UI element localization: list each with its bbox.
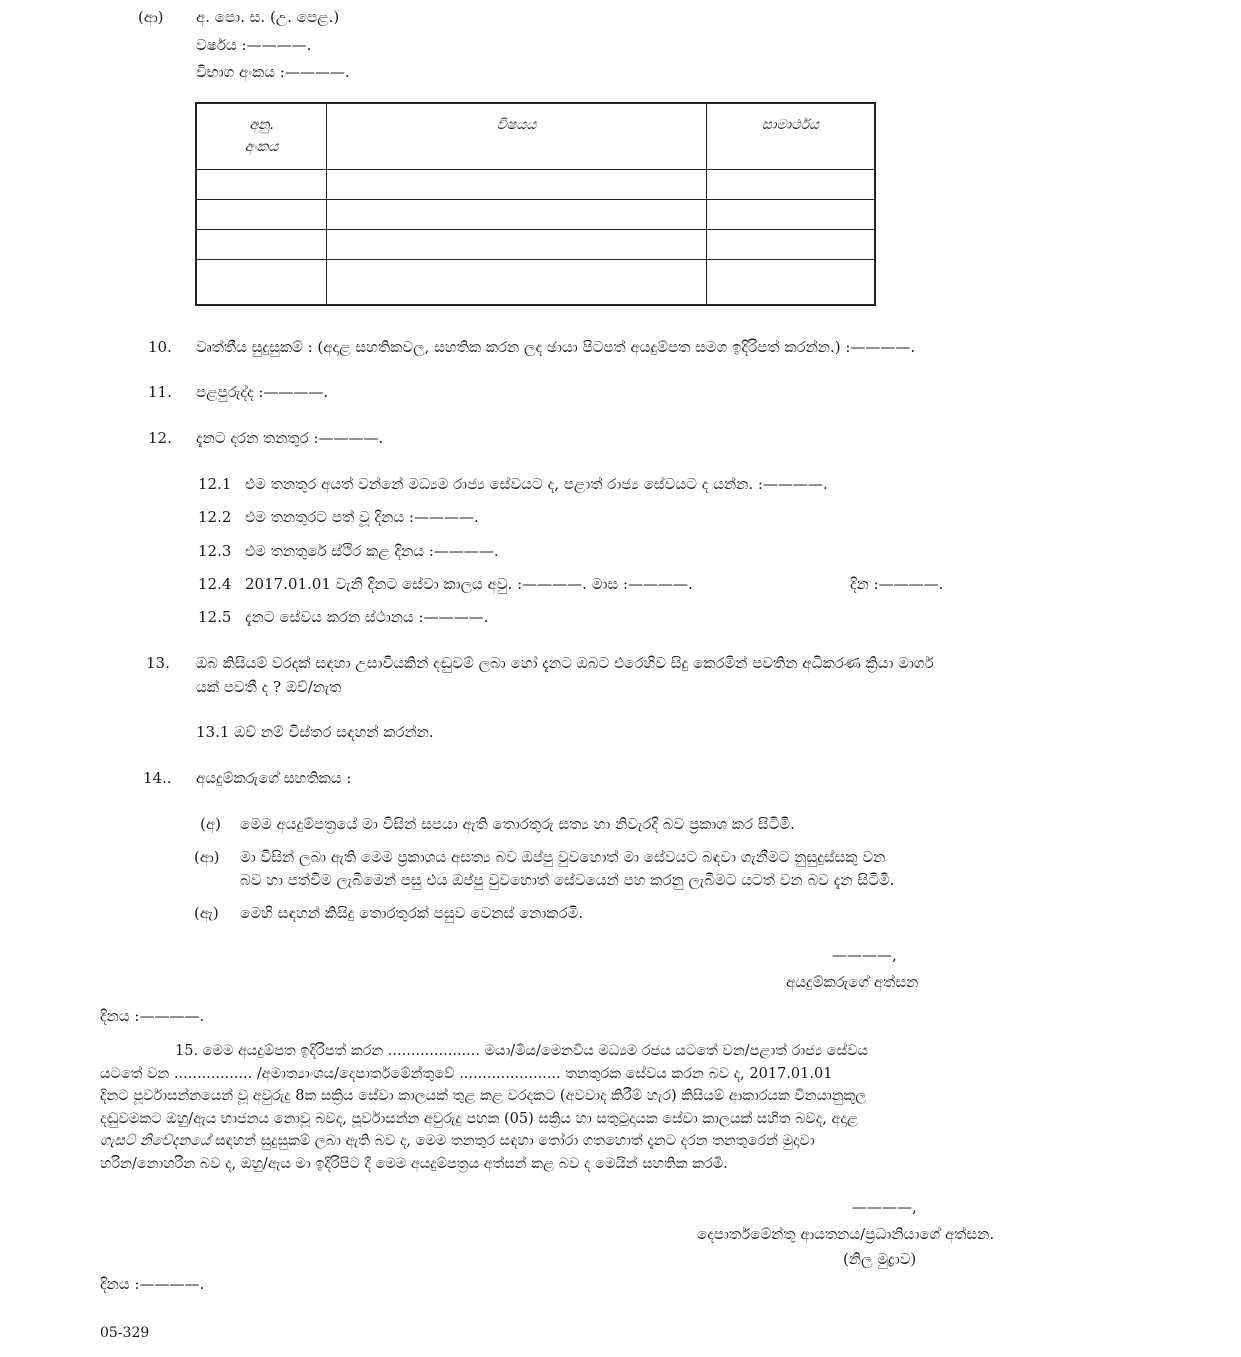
header-subject xyxy=(327,103,707,170)
table-cell[interactable] xyxy=(196,170,327,200)
date-field-head: දිනය :————. xyxy=(100,1275,205,1293)
header-serial-line2: අංකය xyxy=(244,139,279,155)
table-cell[interactable] xyxy=(706,170,875,200)
section-title: අ. පො. ස. (උ. පෙළ.) xyxy=(196,8,340,26)
page-footer-code: 05-329 xyxy=(100,1325,150,1341)
item-11-text: පළපුරුද්ද :————. xyxy=(196,383,329,401)
header-serial-number xyxy=(196,103,327,170)
item-14-text: අයදුම්කරුගේ සහතිකය : xyxy=(196,769,352,787)
table-header-row xyxy=(196,103,875,170)
item-12-3-text: එම තනතුරේ ස්ථිර කළ දිනය :————. xyxy=(245,542,499,560)
year-field: වර්ෂය :————. xyxy=(196,36,312,54)
header-subject-label: විෂයය xyxy=(496,117,537,133)
date-field-applicant: දිනය :————. xyxy=(100,1007,205,1025)
applicant-signature-line: ————, xyxy=(832,946,897,964)
item-12-text: දැනට දරන තනතුර :————. xyxy=(196,429,384,447)
item-12-4-number: 12.4 xyxy=(198,575,232,593)
item-12-5-number: 12.5 xyxy=(198,608,232,626)
item-13-1-text: 13.1 ඔව් නම් විස්තර සඳහන් කරන්න. xyxy=(196,723,434,741)
item-14-c-text: මෙහි සඳහන් කිසිදු තොරතුරක් පසුව වෙනස් නොකරමි. xyxy=(240,904,584,922)
head-signature-line: ————, xyxy=(852,1198,917,1216)
item-10-text: වෘත්තීය සුදුසුකම් : (අදාළ සහතිකවල, සහතික කරන ලද ඡායා පිටපත් අයදුම්පත සමග ඉදිරිපත් කරන්න.) :————. xyxy=(196,338,916,356)
head-signature-label: දෙපාර්තමේන්තු ආයතනය/ප්‍රධානියාගේ අත්සන. xyxy=(697,1225,995,1243)
item-10-number: 10. xyxy=(148,338,172,356)
table-cell[interactable] xyxy=(196,230,327,260)
certificate-line xyxy=(100,1040,1124,1063)
header-result-label: සාමාර්ථය xyxy=(761,117,820,133)
table-cell[interactable] xyxy=(706,200,875,230)
item-12-4-text: 2017.01.01 වැනි දිනට සේවා කාලය අවු. :————. මාස :————. xyxy=(245,575,693,593)
item-13-line2: යක් පවතී ද ? ඔව්/නැත xyxy=(196,678,342,696)
item-12-1-text: එම තනතුර අයත් වන්නේ මධ්‍යම රාජ්‍ය සේවයට ද, පළාත් රාජ්‍ය සේවයට ද යන්න. :————. xyxy=(245,475,828,493)
table-cell[interactable] xyxy=(327,170,707,200)
table-cell[interactable] xyxy=(327,230,707,260)
table-cell[interactable] xyxy=(706,260,875,305)
item-12-5-text: දැනට සේවය කරන ස්ථානය :————. xyxy=(245,608,489,626)
results-table xyxy=(195,102,876,306)
item-14-a-text: මෙම අයදුම්පත්‍රයේ මා විසින් සපයා ඇති තොරතුරු සත්‍ය හා නිවැරදි බව ප්‍රකාශ කර සිටිමි. xyxy=(240,815,795,833)
table-cell[interactable] xyxy=(327,200,707,230)
item-12-2-text: එම තනතුරට පත් වූ දිනය :————. xyxy=(245,508,479,526)
item-14-b-line2: බව හා පත්වීම ලැබීමෙන් පසු එය ඔප්පු වුවහොත් සේවයෙන් පහ කරනු ලැබීමට යටත් වන බව දැන සිටිමි. xyxy=(240,871,895,889)
certificate-line: දඬුවමකට ඔහු/ඇය භාජනය නොවූ බවද, පූර්වාසන්න අවුරුදු පහක (05) සක්‍රිය හා සතුටුදායක සේවා කාලයක් සහිත බවද, අදාළ xyxy=(100,1110,858,1127)
gazette-notice-text: ගැසට් නිවේදනයේ xyxy=(100,1133,211,1149)
certificate-line-text: සඳහන් සුදුසුකම් ලබා ඇති බව ද, මෙම තනතුර සඳහා තෝරා ගතහොත් දැනට දරන තනතුරෙන් මුදාවා xyxy=(210,1133,815,1149)
table-cell[interactable] xyxy=(327,260,707,305)
table-row xyxy=(196,200,875,230)
item-12-2-number: 12.2 xyxy=(198,508,232,526)
certificate-line: දිනට පූර්වාසන්නයෙන් වූ අවුරුදු 8ක සක්‍රිය සේවා කාලයක් තුළ කළ වරදකට (අවවාද කිරීම් හැර) කිසියම් ආකාරයක විනයානුකූල xyxy=(100,1088,867,1104)
table-row xyxy=(196,230,875,260)
certificate-line-text: 15. මෙම අයදුම්පත ඉදිරිපත් කරන .................... මයා/මිය/මෙනවිය මධ්‍යම රජය යටතේ වන/පළාත් රාජ්‍ය සේවය xyxy=(175,1043,868,1059)
item-14-c-marker: (ඇ) xyxy=(194,904,219,922)
header-serial-line1: අනු. xyxy=(249,117,274,133)
applicant-signature-label: අයදුම්කරුගේ අත්සන xyxy=(786,973,919,991)
item-11-number: 11. xyxy=(148,383,172,401)
certificate-line xyxy=(100,1130,1124,1153)
item-13-number: 13. xyxy=(146,654,170,672)
item-14-b-marker: (ආ) xyxy=(194,848,220,866)
table-cell[interactable] xyxy=(196,260,327,305)
item-12-4-days: දින :————. xyxy=(850,575,944,593)
official-seal-label: (නිල මුද්‍රාව) xyxy=(843,1250,917,1268)
section-marker: (ආ) xyxy=(138,8,164,26)
item-14-b-line1: මා විසින් ලබා ඇති මෙම ප්‍රකාශය අසත්‍ය බව ඔප්පු වුවහොත් මා සේවයට බඳවා ගැනීමට නුසුදුස්සකු වන xyxy=(240,848,886,866)
item-12-number: 12. xyxy=(148,429,172,447)
table-cell[interactable] xyxy=(196,200,327,230)
item-12-1-number: 12.1 xyxy=(198,475,232,493)
certificate-line: යටතේ වන ................. /අමාත්‍යාංශය/දෙපාර්තමේන්තුවේ ...................... තනතුරක සේවය කරන බව ද, 2017.01.01 xyxy=(100,1065,833,1082)
table-row xyxy=(196,170,875,200)
table-cell[interactable] xyxy=(706,230,875,260)
head-of-department-certificate xyxy=(100,1040,1124,1175)
header-result xyxy=(706,103,875,170)
item-13-line1: ඔබ කිසියම් වරදක් සඳහා උසාවියකින් දඬුවම් ලබා හෝ දැනට ඔබට එරෙහිව සිදු කෙරමින් පවතින අධිකරණ ක්‍රියා මාර්ග xyxy=(196,654,934,672)
item-14-number: 14.. xyxy=(143,769,172,787)
index-number-field: විභාග අංකය :————. xyxy=(196,63,350,81)
item-14-a-marker: (අ) xyxy=(200,815,221,833)
table-row xyxy=(196,260,875,305)
item-12-3-number: 12.3 xyxy=(198,542,232,560)
certificate-line: හරින/නොහරින බව ද, ඔහු/ඇය මා ඉදිරිපිට දී මෙම අයදුම්පත්‍රය අත්සන් කළ බව ද මෙයින් සහතික කරමි. xyxy=(100,1155,728,1172)
